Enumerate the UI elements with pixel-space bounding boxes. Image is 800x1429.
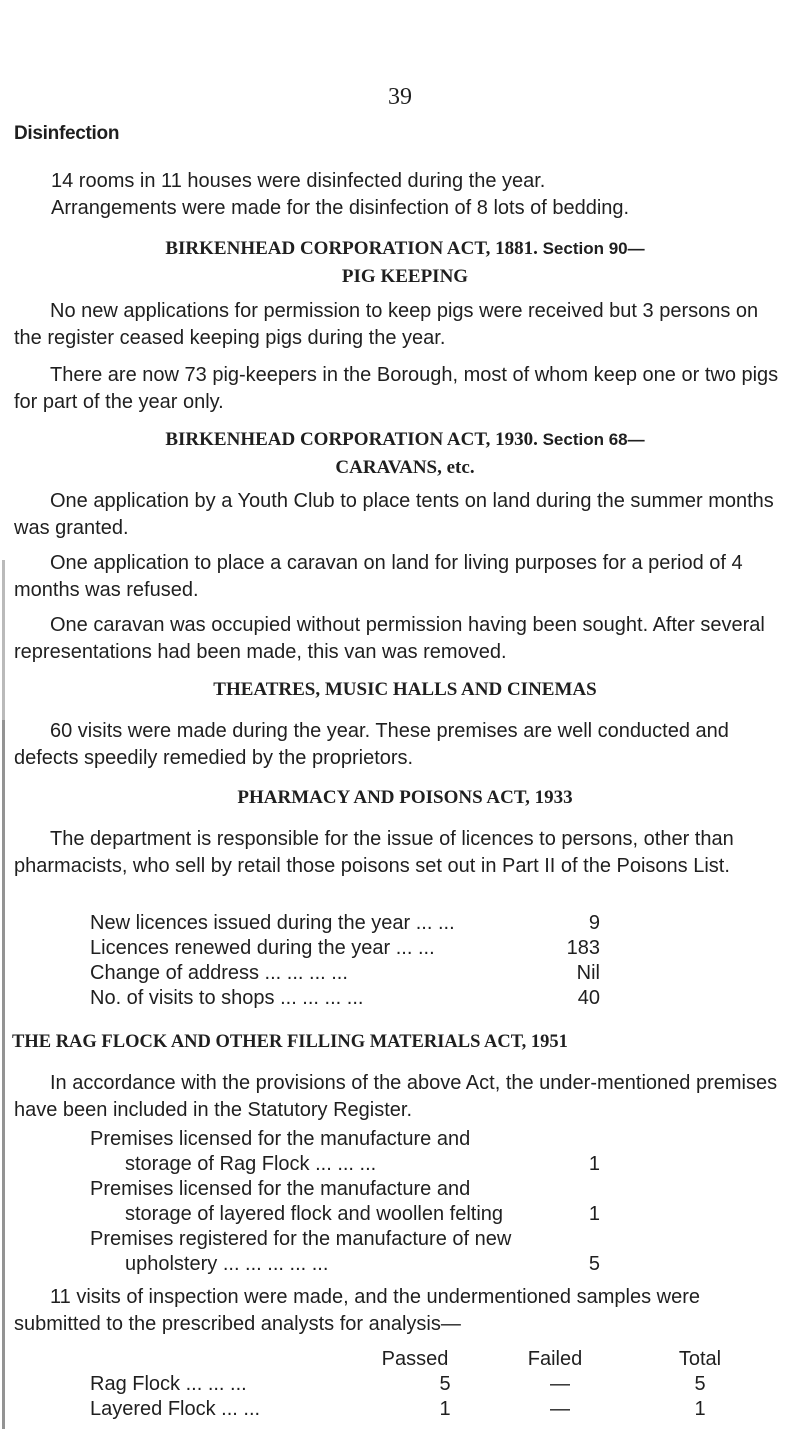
- pig-paragraph-2: There are now 73 pig-keepers in the Borough, most of whom keep one or two pigs for part of the year only.: [14, 364, 779, 413]
- pig-paragraph-1: No new applications for permission to keep pigs were received but 3 persons on the register ceased keeping pigs during the year.: [14, 300, 759, 349]
- pharmacy-row-value: 40: [577, 987, 600, 1009]
- pig-keeping-heading: [40, 235, 770, 291]
- caravan-paragraph-1: One application by a Youth Club to place tents on land during the summer months was granted.: [14, 490, 774, 539]
- rag-flock-heading: THE RAG FLOCK AND OTHER FILLING MATERIALS ACT, 1951: [12, 1032, 568, 1052]
- premises-value: 1: [588, 1203, 600, 1225]
- table-row-label: Rag Flock ... ... ...: [90, 1373, 247, 1395]
- caravan-heading-act: BIRKENHEAD CORPORATION ACT, 1930.: [165, 429, 538, 450]
- scan-edge-shadow: [2, 720, 5, 1429]
- theatres-paragraph: 60 visits were made during the year. These premises are well conducted and defects speedily remedied by the proprietors.: [14, 720, 729, 769]
- table-cell-failed: —: [550, 1373, 570, 1395]
- premises-line: storage of Rag Flock ... ... ...: [125, 1153, 377, 1175]
- pig-heading-subtitle: PIG KEEPING: [341, 266, 469, 287]
- pharmacy-row-label: Change of address ... ... ... ...: [90, 962, 348, 984]
- disinfection-heading: Disinfection: [14, 123, 120, 144]
- table-header-total: Total: [678, 1348, 722, 1370]
- premises-line: Premises licensed for the manufacture and: [90, 1178, 471, 1200]
- caravan-heading-section: Section 68—: [542, 430, 645, 449]
- table-cell-passed: 1: [439, 1398, 451, 1420]
- table-cell-total: 5: [694, 1373, 706, 1395]
- premises-value: 1: [588, 1153, 600, 1175]
- premises-line: Premises registered for the manufacture of new: [90, 1228, 512, 1250]
- caravan-paragraph-2: One application to place a caravan on land for living purposes for a period of 4 months was refused.: [14, 552, 743, 601]
- pharmacy-row-label: No. of visits to shops ... ... ... ...: [90, 987, 364, 1009]
- pharmacy-row-label: Licences renewed during the year ... ...: [90, 937, 435, 959]
- rag-flock-paragraph-1: In accordance with the provisions of the above Act, the under-mentioned premises have been included in the Statutory Register.: [14, 1072, 778, 1121]
- premises-line: upholstery ... ... ... ... ...: [125, 1253, 329, 1275]
- page-number: 39: [388, 84, 412, 110]
- premises-value: 5: [588, 1253, 600, 1275]
- disinfection-line-1: 14 rooms in 11 houses were disinfected during the year.: [51, 170, 546, 192]
- table-header-failed: Failed: [527, 1348, 583, 1370]
- premises-line: Premises licensed for the manufacture and: [90, 1128, 471, 1150]
- caravan-heading-subtitle: CARAVANS, etc.: [335, 457, 475, 478]
- pharmacy-row-value: Nil: [576, 962, 600, 984]
- scan-edge-shadow: [2, 560, 5, 720]
- table-cell-failed: —: [550, 1398, 570, 1420]
- caravans-heading: [40, 426, 770, 482]
- pharmacy-paragraph: The department is responsible for the issue of licences to persons, other than pharmacists, who sell by retail those poisons set out in Part II of the Poisons List.: [14, 828, 734, 877]
- pharmacy-row-label: New licences issued during the year ... ...: [90, 912, 455, 934]
- pharmacy-row-value: 183: [566, 937, 600, 959]
- theatres-heading: THEATRES, MUSIC HALLS AND CINEMAS: [213, 679, 597, 700]
- caravan-paragraph-3: One caravan was occupied without permission having been sought. After several representations had been made, this van was removed.: [14, 614, 765, 663]
- table-row-label: Layered Flock ... ...: [90, 1398, 261, 1420]
- pig-heading-act: BIRKENHEAD CORPORATION ACT, 1881.: [165, 238, 538, 259]
- table-cell-total: 1: [694, 1398, 706, 1420]
- disinfection-line-2: Arrangements were made for the disinfection of 8 lots of bedding.: [51, 197, 630, 219]
- pig-heading-section: Section 90—: [542, 239, 645, 258]
- pharmacy-heading: PHARMACY AND POISONS ACT, 1933: [237, 787, 573, 808]
- pharmacy-row-value: 9: [588, 912, 600, 934]
- table-cell-passed: 5: [439, 1373, 451, 1395]
- rag-flock-paragraph-2: 11 visits of inspection were made, and the undermentioned samples were submitted to the prescribed analysts for analysis—: [14, 1286, 700, 1335]
- premises-line: storage of layered flock and woollen felting: [125, 1203, 504, 1225]
- table-header-passed: Passed: [381, 1348, 449, 1370]
